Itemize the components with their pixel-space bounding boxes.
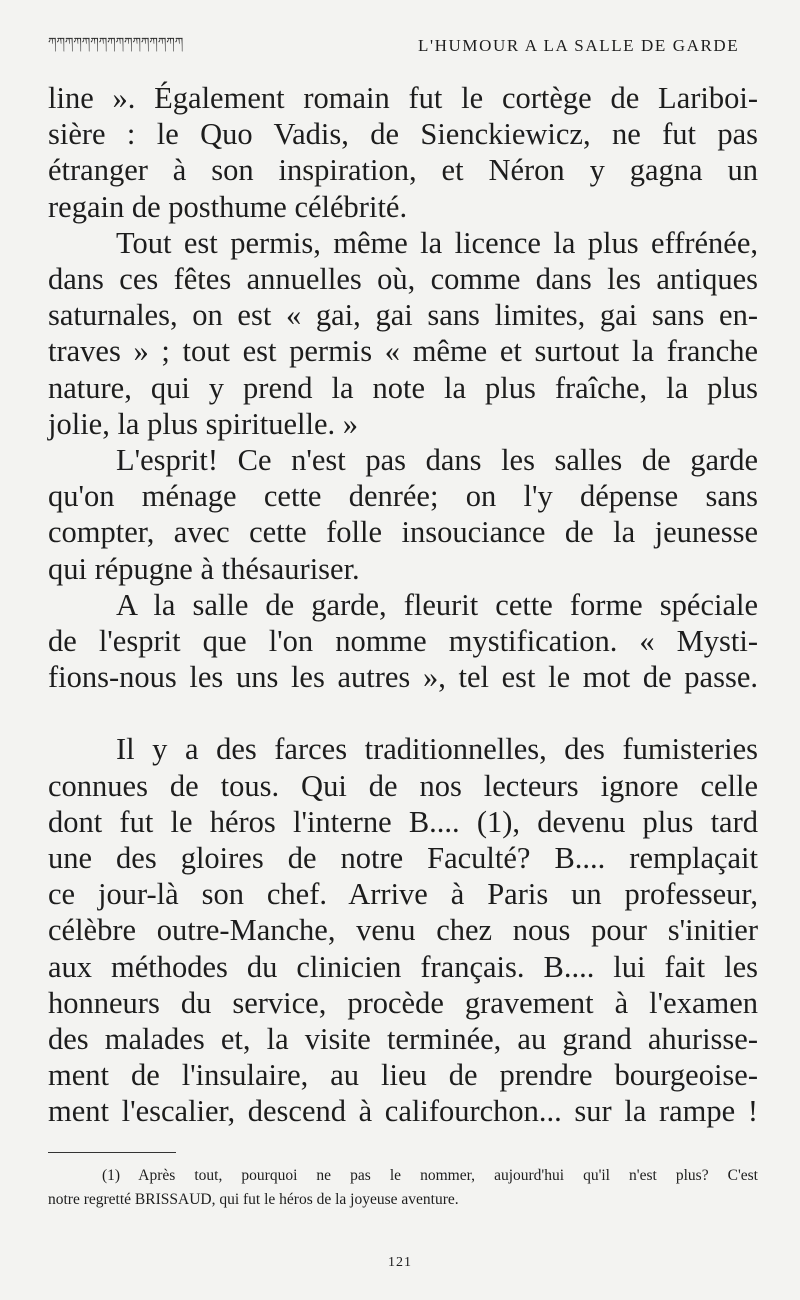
footnote-line: (1) Après tout, pourquoi ne pas le nommer, aujourd'hui qu'il n'est plus? C'est [102,1167,758,1184]
text-line: qui répugne à thésauriser. [48,551,360,586]
text-line: honneurs du service, procède gravement à l'examen [48,985,758,1020]
text-line: qu'on ménage cette denrée; on l'y dépense sans [48,479,758,514]
text-line: connues de tous. Qui de nos lecteurs ignore celle [48,768,758,803]
running-head-title: L'HUMOUR A LA SALLE DE GARDE [418,36,740,55]
text-line: line ». Également romain fut le cortège de Lariboi- [48,81,758,115]
text-line: des malades et, la visite terminée, au grand ahurisse- [48,1022,758,1057]
text-line: ce jour-là son chef. Arrive à Paris un professeur, [48,877,758,912]
text-line: nature, qui y prend la note la plus fraîche, la plus [48,370,758,405]
body-text [48,80,758,1130]
footnote-line: notre regretté BRISSAUD, qui fut le héros de la joyeuse aventure. [48,1191,459,1208]
text-line: fions-nous les uns les autres », tel est le mot de passe. [48,660,758,695]
text-line: aux méthodes du clinicien français. B.... lui fait les [48,949,758,984]
text-line: étranger à son inspiration, et Néron y gagna un [48,153,758,188]
header-ornament: ཀཀཀཀཀཀཀཀཀཀཀཀཀཀཀཀ [48,35,184,49]
text-line: de l'esprit que l'on nomme mystification. « Mysti- [48,624,758,659]
text-line: Tout est permis, même la licence la plus effrénée, [116,225,758,260]
text-line: Il y a des farces traditionnelles, des fumisteries [116,732,758,767]
paragraph-gap [48,695,758,731]
text-line: compter, avec cette folle insouciance de la jeunesse [48,515,758,550]
footnote [48,1164,758,1212]
text-line: traves » ; tout est permis « même et surtout la franche [48,334,758,369]
text-line: regain de posthume célébrité. [48,189,408,224]
text-line: ment l'escalier, descend à califourchon... sur la rampe ! [48,1094,758,1129]
text-line: ment de l'insulaire, au lieu de prendre bourgeoise- [48,1058,758,1093]
text-line: A la salle de garde, fleurit cette forme spéciale [116,587,758,622]
text-line: sière : le Quo Vadis, de Sienckiewicz, ne fut pas [48,117,758,152]
footnote-rule [48,1152,176,1153]
text-line: saturnales, on est « gai, gai sans limites, gai sans en- [48,298,758,333]
text-line: une des gloires de notre Faculté? B.... remplaçait [48,841,758,876]
running-head [48,34,758,58]
text-line: L'esprit! Ce n'est pas dans les salles de garde [116,443,758,478]
text-line: célèbre outre-Manche, venu chez nous pour s'initier [48,913,758,948]
page-number: 121 [388,1255,412,1270]
text-line: jolie, la plus spirituelle. » [48,406,359,441]
text-line: dont fut le héros l'interne B.... (1), devenu plus tard [48,804,758,839]
text-line: dans ces fêtes annuelles où, comme dans les antiques [48,262,758,297]
